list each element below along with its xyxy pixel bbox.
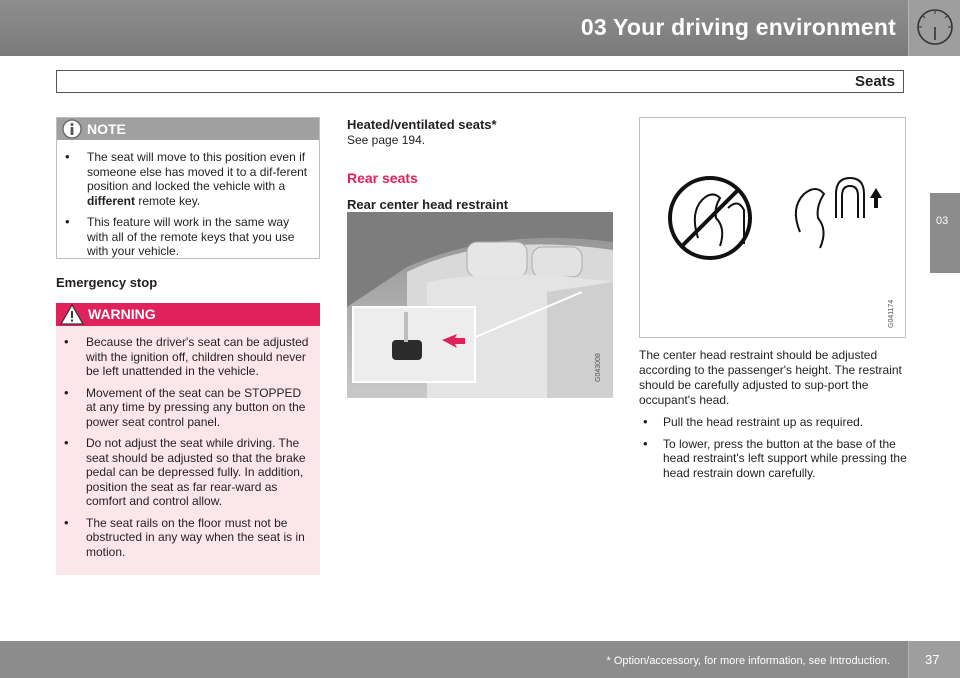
step-item: • To lower, press the button at the base of the head restraint's left support while pressing the head restrain down carefully. [639, 437, 907, 481]
head-restraint-intro: The center head restraint should be adjusted according to the passenger's height. The restraint should be carefully adjusted to sup-port the occupant's head. [639, 348, 902, 407]
rear-seat-illustration [347, 212, 613, 398]
chapter-tab-label: 03 [936, 215, 949, 227]
car-figure-code: G043008 [595, 353, 602, 382]
warning-item: • Movement of the seat can be STOPPED at any time by pressing any button on the power seat control panel. [56, 386, 312, 430]
page-number-box [908, 641, 960, 678]
heated-seats-see-page: See page 194. [347, 133, 426, 147]
signs-figure-code: G041174 [888, 299, 895, 328]
heated-seats-heading: Heated/ventilated seats* [347, 117, 497, 132]
section-bar [56, 70, 904, 93]
note-item: • This feature will work in the same way with all of the remote keys that you use with your vehicle. [57, 215, 311, 259]
step-item: • Pull the head restraint up as required. [639, 415, 907, 430]
footer-band [0, 641, 960, 678]
note-header [57, 118, 319, 140]
chapter-title: 03 Your driving environment [580, 14, 896, 40]
warning-header [56, 303, 320, 326]
head-restraint-diagram [639, 117, 906, 338]
head-restraint-signs-drawing [640, 118, 905, 337]
emergency-stop-heading: Emergency stop [56, 275, 158, 290]
note-label: NOTE [87, 121, 126, 137]
chapter-tab [930, 193, 960, 273]
page-number: 37 [925, 652, 940, 667]
section-title: Seats [854, 73, 895, 90]
rear-seats-heading: Rear seats [347, 170, 418, 186]
footnote: * Option/accessory, for more information, see Introduction. [606, 655, 890, 667]
info-icon [61, 118, 83, 140]
speedometer-icon [915, 7, 955, 47]
gauge-icon-box [908, 0, 960, 56]
warning-item: • Because the driver's seat can be adjusted with the ignition off, children should never be left unattended in the vehicle. [56, 335, 312, 379]
warning-triangle-icon [60, 304, 84, 325]
warning-label: WARNING [88, 306, 156, 322]
note-list [57, 140, 319, 259]
chapter-header-band [0, 0, 960, 56]
car-interior-drawing [347, 212, 613, 398]
head-restraint-steps [639, 415, 907, 480]
warning-item: • The seat rails on the floor must not be obstructed in any way when the seat is in motion. [56, 516, 312, 560]
warning-box [56, 303, 320, 575]
note-item: • The seat will move to this position even if someone else has moved it to a dif-ferent position and locked the vehicle with a different remote key. [57, 150, 311, 208]
rear-center-head-restraint-heading: Rear center head restraint [347, 197, 509, 212]
right-column-text [639, 348, 907, 487]
warning-item: • Do not adjust the seat while driving. The seat should be adjusted so that the brake pedal can be depressed fully. In addition, position the seat as far rear-ward as comfort and control allow. [56, 436, 312, 509]
warning-list [56, 326, 320, 559]
note-box [56, 117, 320, 259]
